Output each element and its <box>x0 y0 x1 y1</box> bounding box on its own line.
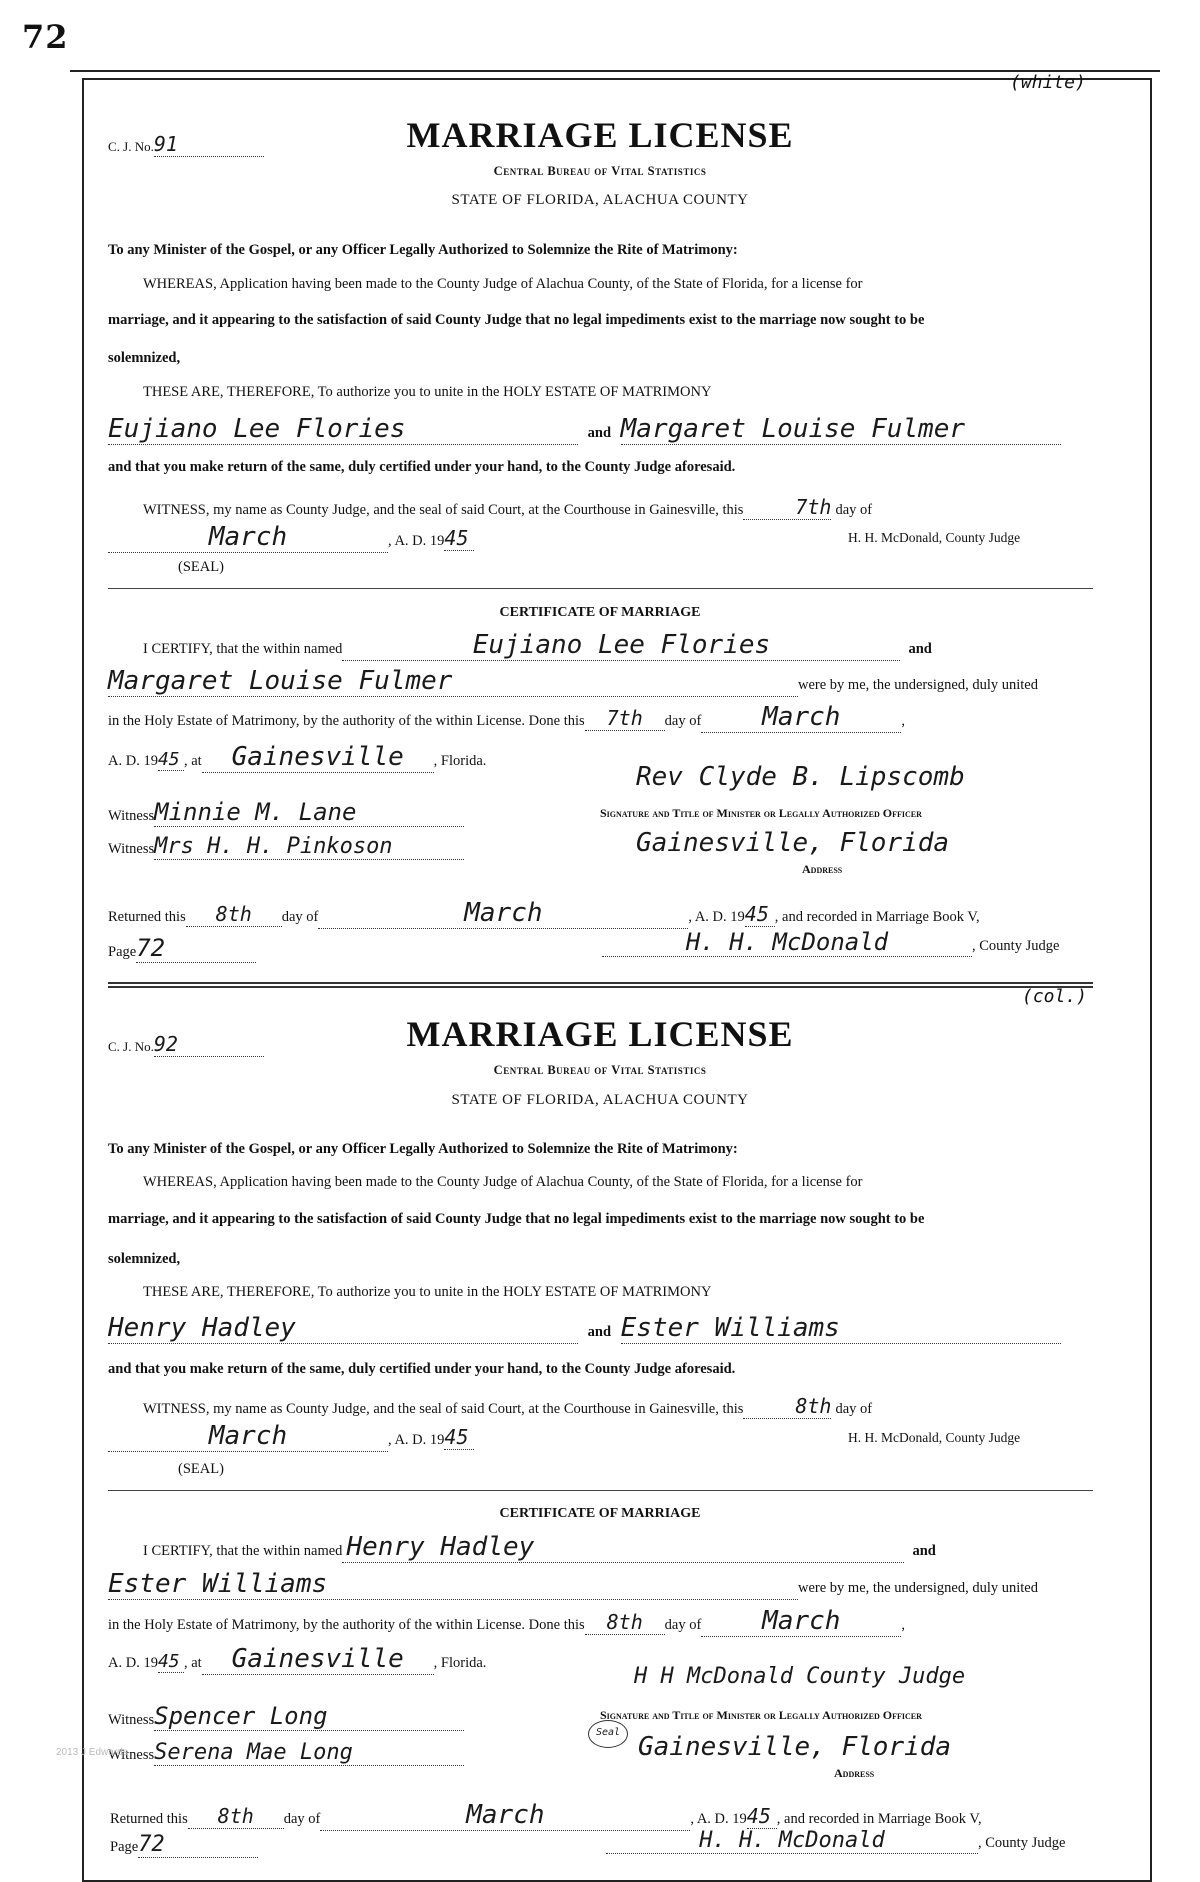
done-year: 45 <box>158 1651 184 1673</box>
done-year: 45 <box>158 749 184 771</box>
recorded-text: , and recorded in Marriage Book V, <box>774 909 980 925</box>
certify-line <box>143 1532 936 1563</box>
recorded-text: , and recorded in Marriage Book V, <box>776 1811 982 1827</box>
ad-at-label: A. D. 19 <box>108 753 158 769</box>
done-place-line <box>108 742 486 773</box>
issue-year: 45 <box>444 1425 474 1450</box>
issue-day: 8th <box>743 1394 831 1419</box>
county-judge-label: , County Judge <box>972 938 1060 954</box>
united-text: were by me, the undersigned, duly united <box>798 677 1038 693</box>
witness-label: Witness <box>108 841 155 857</box>
witness-1-line <box>108 798 464 827</box>
ad-label: , A. D. 19 <box>388 533 445 549</box>
cert-groom: Eujiano Lee Flories <box>342 630 900 661</box>
done-day-of: day of <box>664 713 702 729</box>
officer-signature: Rev Clyde B. Lipscomb <box>636 762 965 792</box>
cert-bride: Margaret Louise Fulmer <box>108 666 798 697</box>
groom-name: Henry Hadley <box>108 1313 578 1344</box>
day-of: day of <box>835 1401 873 1417</box>
these-are-line: THESE ARE, THEREFORE, To authorize you to unite in the HOLY ESTATE OF MATRIMONY <box>143 1284 712 1300</box>
cert-bride: Ester Williams <box>108 1569 798 1600</box>
judge-signature: H. H. McDonald <box>602 928 972 957</box>
certify-intro: I CERTIFY, that the within named <box>143 641 343 657</box>
witness-label: Witness <box>108 808 155 824</box>
license-divider <box>108 982 1093 984</box>
bride-name: Ester Williams <box>621 1313 1061 1344</box>
witness-text: WITNESS, my name as County Judge, and the seal of said Court, at the Courthouse in Gainesville, this <box>143 502 744 518</box>
officer-address: Gainesville, Florida <box>638 1732 952 1762</box>
returned-line <box>110 1800 982 1831</box>
return-line: and that you make return of the same, duly certified under your hand, to the County Judge aforesaid. <box>108 1361 736 1377</box>
ad-at-label: A. D. 19 <box>108 1655 158 1671</box>
page-line <box>110 1832 258 1858</box>
state-county: STATE OF FLORIDA, ALACHUA COUNTY <box>451 1092 749 1108</box>
bureau-name: Central Bureau of Vital Statistics <box>493 164 707 178</box>
witness-label: Witness <box>108 1747 155 1763</box>
page-label: Page <box>108 944 137 960</box>
witness-1-line <box>108 1702 464 1731</box>
copyright-watermark: 2013 J Edwards <box>56 1747 128 1758</box>
done-month: March <box>701 702 901 733</box>
holy-estate-line: in the Holy Estate of Matrimony, by the authority of the within License. Done this 7th day of March , <box>108 702 905 732</box>
judge-title: H. H. McDonald, County Judge <box>848 1430 1021 1445</box>
ad-label: , A. D. 19 <box>388 1432 445 1448</box>
issue-month: March <box>108 1421 388 1452</box>
returned-line <box>108 898 980 929</box>
bride-name: Margaret Louise Fulmer <box>621 414 1061 445</box>
cj-no-value: 92 <box>154 1032 264 1057</box>
witness-2: Serena Mae Long <box>154 1740 464 1766</box>
marriage-place: Gainesville <box>202 1644 434 1675</box>
witness-label: Witness <box>108 1712 155 1728</box>
page-value: 72 <box>138 1832 258 1858</box>
united-text: were by me, the undersigned, duly united <box>798 1580 1038 1596</box>
names-line <box>108 1313 1061 1344</box>
return-line: and that you make return of the same, duly certified under your hand, to the County Judge aforesaid. <box>108 459 736 475</box>
and-word: and <box>587 425 612 441</box>
returned-day-of: day of <box>283 1811 321 1827</box>
officer-address: Gainesville, Florida <box>636 828 950 858</box>
page-label: Page <box>110 1839 139 1855</box>
certificate-title: CERTIFICATE OF MARRIAGE <box>499 1506 701 1521</box>
page-line <box>108 934 256 963</box>
page-value: 72 <box>136 934 256 963</box>
cert-bride-line <box>108 666 1038 697</box>
whereas-line-1: WHEREAS, Application having been made to the County Judge of Alachua County, of the State of Florida, for a license for <box>143 276 863 292</box>
certify-line <box>143 630 932 661</box>
judge-title: H. H. McDonald, County Judge <box>848 530 1021 545</box>
section-divider <box>108 588 1093 589</box>
officer-signature: H H McDonald County Judge <box>634 1664 966 1689</box>
done-day: 8th <box>585 1610 665 1635</box>
holy-estate-line: in the Holy Estate of Matrimony, by the authority of the within License. Done this 8th day of March , <box>108 1606 905 1636</box>
cert-groom: Henry Hadley <box>342 1532 904 1563</box>
license-divider-double <box>108 986 1093 988</box>
witness-line <box>143 495 872 520</box>
issue-date-line <box>108 1421 474 1452</box>
whereas-line-1: WHEREAS, Application having been made to the County Judge of Alachua County, of the State of Florida, for a license for <box>143 1174 863 1190</box>
seal-label: (SEAL) <box>178 1461 224 1477</box>
bureau-name: Central Bureau of Vital Statistics <box>493 1063 707 1077</box>
judge-signature-line <box>606 1828 1065 1854</box>
cj-label: C. J. No. <box>108 1039 154 1054</box>
issue-year: 45 <box>444 526 474 551</box>
witness-1: Spencer Long <box>154 1702 464 1731</box>
returned-day: 8th <box>188 1804 284 1829</box>
address-line: To any Minister of the Gospel, or any Officer Legally Authorized to Solemnize the Rite of Matrimony: <box>108 1141 738 1157</box>
whereas-line-2: marriage, and it appearing to the satisfaction of said County Judge that no legal impediments exist to the marriage now sought to be <box>108 1211 925 1227</box>
done-day-of: day of <box>664 1617 702 1633</box>
signature-title-label: Signature and Title of Minister or Legally Authorized Officer <box>600 806 922 820</box>
section-divider <box>108 1490 1093 1491</box>
witness-line <box>143 1394 872 1419</box>
certificate-title: CERTIFICATE OF MARRIAGE <box>499 605 701 620</box>
returned-year: 45 <box>745 902 775 927</box>
at-label: , at <box>183 753 202 769</box>
holy-estate-text: in the Holy Estate of Matrimony, by the authority of the within License. Done this <box>108 713 585 729</box>
seal-label: (SEAL) <box>178 559 224 575</box>
these-are-line: THESE ARE, THEREFORE, To authorize you to unite in the HOLY ESTATE OF MATRIMONY <box>143 384 712 400</box>
witness-2: Mrs H. H. Pinkoson <box>154 834 464 860</box>
witness-text: WITNESS, my name as County Judge, and the seal of said Court, at the Courthouse in Gainesville, this <box>143 1401 744 1417</box>
address-line: To any Minister of the Gospel, or any Officer Legally Authorized to Solemnize the Rite of Matrimony: <box>108 242 738 258</box>
issue-day: 7th <box>743 495 831 520</box>
witness-2-line <box>108 1740 464 1766</box>
names-line <box>108 414 1061 445</box>
done-place-line <box>108 1644 486 1675</box>
cert-and: and <box>912 1543 936 1559</box>
issue-month: March <box>108 522 388 553</box>
top-rule <box>70 70 1160 72</box>
judge-signature: H. H. McDonald <box>606 1828 978 1854</box>
returned-this: Returned this <box>110 1811 188 1827</box>
cj-label: C. J. No. <box>108 139 154 154</box>
whereas-line-2: marriage, and it appearing to the satisfaction of said County Judge that no legal impediments exist to the marriage now sought to be <box>108 312 925 328</box>
returned-year: 45 <box>747 1804 777 1829</box>
returned-day-of: day of <box>281 909 319 925</box>
whereas-line-3: solemnized, <box>108 350 181 366</box>
florida-label: , Florida. <box>433 753 487 769</box>
license-title: MARRIAGE LICENSE <box>406 1014 794 1054</box>
at-label: , at <box>183 1655 202 1671</box>
done-month: March <box>701 1606 901 1637</box>
corner-note: (col.) <box>1022 986 1088 1007</box>
license-title: MARRIAGE LICENSE <box>406 115 794 155</box>
returned-month: March <box>320 1800 690 1831</box>
witness-1: Minnie M. Lane <box>154 798 464 827</box>
certify-intro: I CERTIFY, that the within named <box>143 1543 343 1559</box>
seal-stamp: Seal <box>588 1720 628 1748</box>
whereas-line-3: solemnized, <box>108 1251 181 1267</box>
judge-signature-line <box>602 928 1059 957</box>
issue-date-line <box>108 522 474 553</box>
groom-name: Eujiano Lee Flories <box>108 414 578 445</box>
day-of: day of <box>835 502 873 518</box>
address-label: Address <box>834 1766 875 1780</box>
returned-ad: , A. D. 19 <box>688 909 745 925</box>
witness-2-line <box>108 834 464 860</box>
address-label: Address <box>802 862 843 876</box>
cert-and: and <box>908 641 932 657</box>
returned-day: 8th <box>186 902 282 927</box>
corner-note: (white) <box>1010 72 1086 93</box>
cert-bride-line <box>108 1569 1038 1600</box>
signature-title-label: Signature and Title of Minister or Legally Authorized Officer <box>600 1708 922 1722</box>
cj-no-value: 91 <box>154 132 264 157</box>
holy-estate-text: in the Holy Estate of Matrimony, by the authority of the within License. Done this <box>108 1617 585 1633</box>
florida-label: , Florida. <box>433 1655 487 1671</box>
state-county: STATE OF FLORIDA, ALACHUA COUNTY <box>451 192 749 208</box>
county-judge-label: , County Judge <box>978 1835 1066 1851</box>
done-day: 7th <box>585 706 665 731</box>
and-word: and <box>587 1324 612 1340</box>
page-number: 72 <box>22 18 69 56</box>
returned-ad: , A. D. 19 <box>690 1811 747 1827</box>
returned-month: March <box>318 898 688 929</box>
returned-this: Returned this <box>108 909 186 925</box>
marriage-place: Gainesville <box>202 742 434 773</box>
